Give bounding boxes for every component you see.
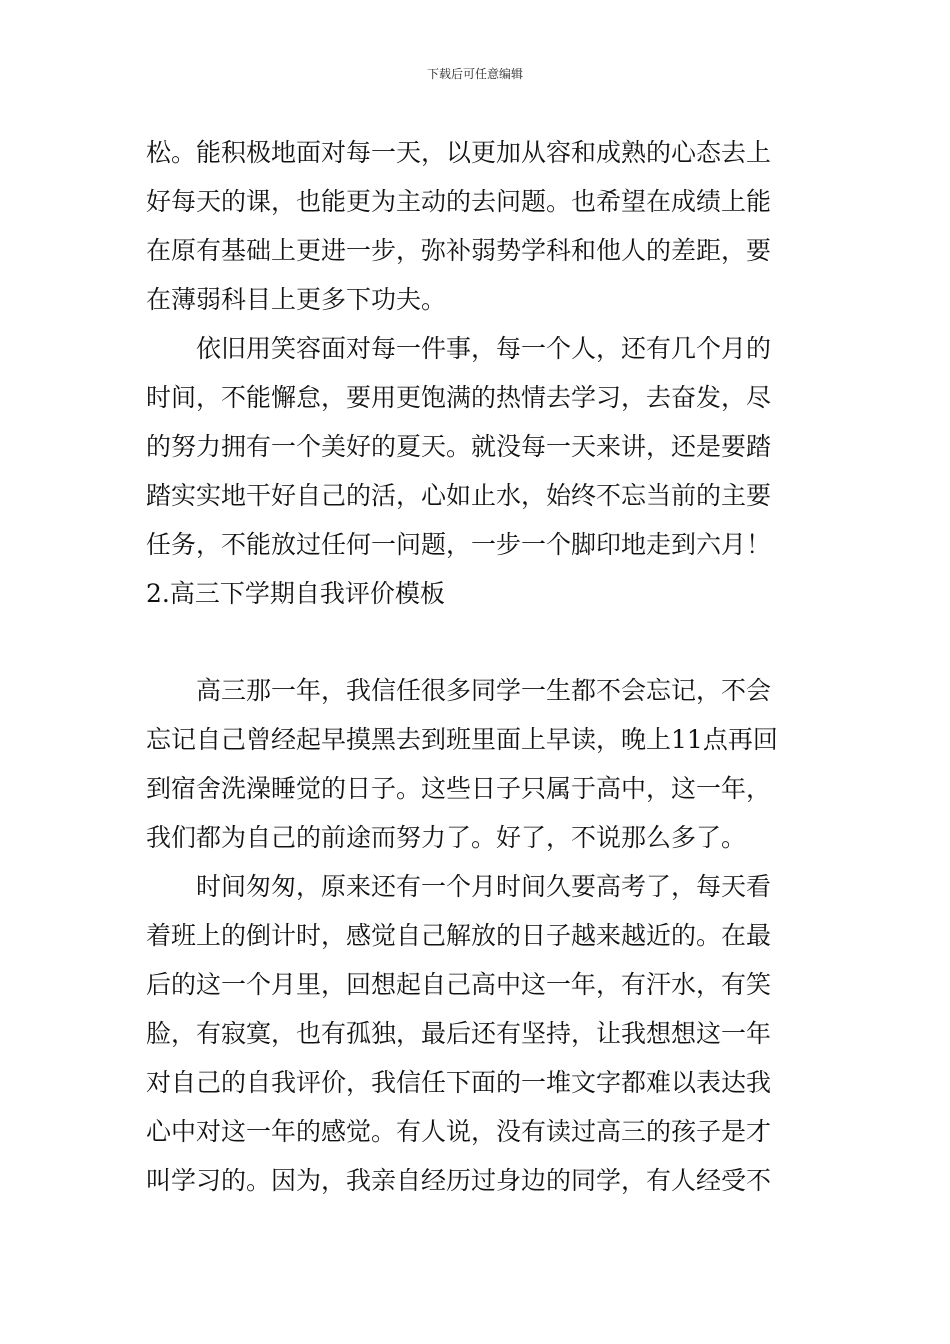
text-line: 到宿舍洗澡睡觉的日子。这些日子只属于高中，这一年， bbox=[146, 774, 772, 803]
paragraph-start-line: 时间匆匆，原来还有一个月时间久要高考了，每天看 bbox=[196, 872, 772, 901]
paragraph-start-line: 依旧用笑容面对每一件事，每一个人，还有几个月的 bbox=[196, 334, 772, 363]
blank-line bbox=[146, 618, 808, 666]
document-body bbox=[146, 128, 808, 1205]
text-line: 在原有基础上更进一步，弥补弱势学科和他人的差距，要 bbox=[146, 236, 772, 265]
text-line: 着班上的倒计时，感觉自己解放的日子越来越近的。在最 bbox=[146, 921, 772, 950]
text-line: 我们都为自己的前途而努力了。好了，不说那么多了。 bbox=[146, 823, 747, 852]
page-header: 下载后可任意编辑 bbox=[426, 67, 523, 81]
text-line: 心中对这一年的感觉。有人说，没有读过高三的孩子是才 bbox=[146, 1117, 772, 1146]
text-line: 脸，有寂寞，也有孤独，最后还有坚持，让我想想这一年 bbox=[146, 1019, 772, 1048]
text-line: 对自己的自我评价，我信任下面的一堆文字都难以表达我 bbox=[146, 1068, 772, 1097]
text-line: 忘记自己曾经起早摸黑去到班里面上早读，晚上11点再回 bbox=[146, 725, 778, 754]
text-line: 在薄弱科目上更多下功夫。 bbox=[146, 285, 447, 314]
text-line: 的努力拥有一个美好的夏天。就没每一天来讲，还是要踏 bbox=[146, 432, 772, 461]
section-heading: 2.高三下学期自我评价模板 bbox=[146, 579, 445, 608]
text-line: 踏实实地干好自己的活，心如止水，始终不忘当前的主要 bbox=[146, 481, 772, 510]
text-line: 任务，不能放过任何一问题，一步一个脚印地走到六月！ bbox=[146, 530, 772, 559]
paragraph-start-line: 高三那一年，我信任很多同学一生都不会忘记，不会 bbox=[196, 676, 772, 705]
text-line: 时间，不能懈怠，要用更饱满的热情去学习，去奋发，尽 bbox=[146, 383, 772, 412]
text-line: 好每天的课，也能更为主动的去问题。也希望在成绩上能 bbox=[146, 187, 772, 216]
text-line: 叫学习的。因为，我亲自经历过身边的同学，有人经受不 bbox=[146, 1166, 772, 1195]
text-line: 松。能积极地面对每一天，以更加从容和成熟的心态去上 bbox=[146, 138, 772, 167]
text-line: 后的这一个月里，回想起自己高中这一年，有汗水，有笑 bbox=[146, 970, 772, 999]
